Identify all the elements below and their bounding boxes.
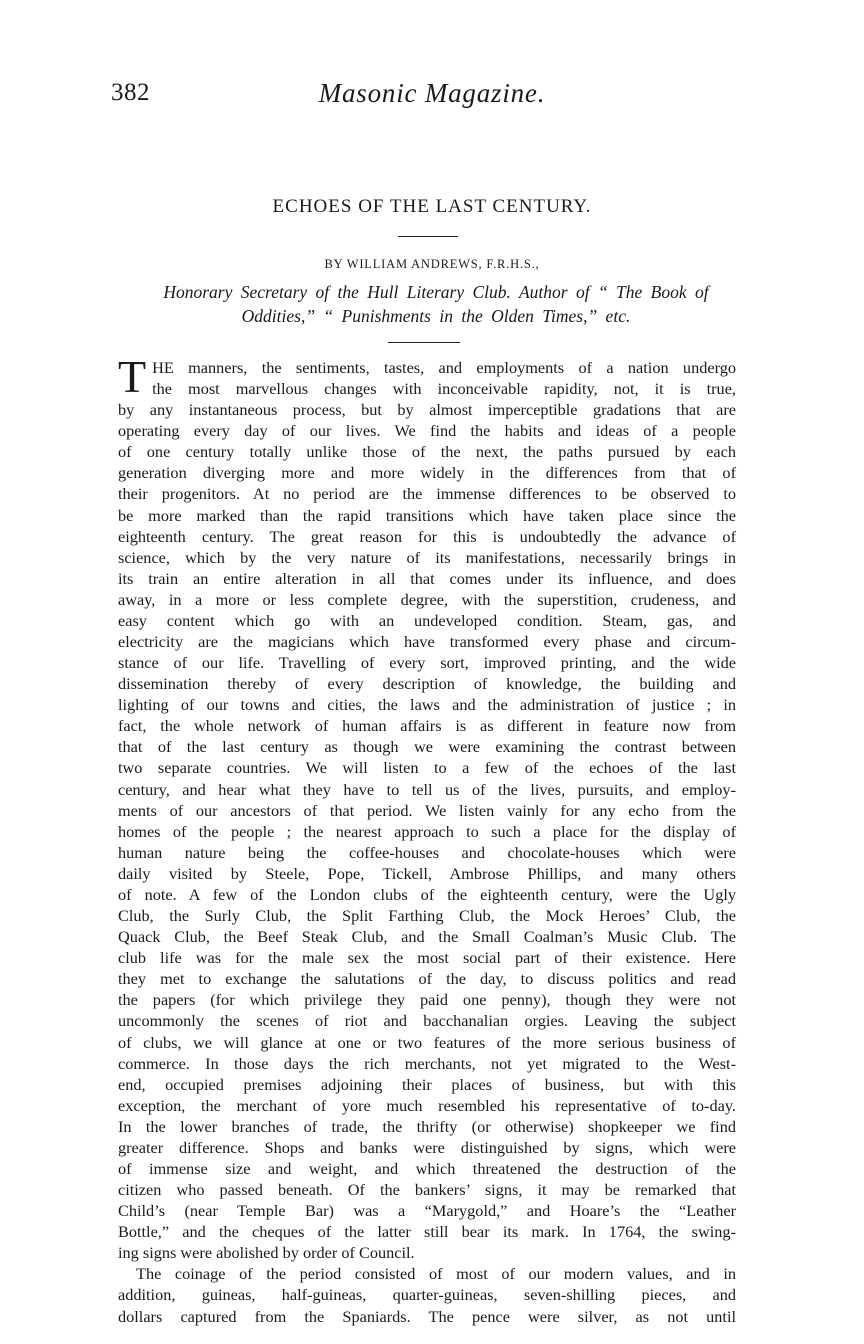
text-line: uncommonly the scenes of riot and bacchanalian orgies. Leaving the subject — [118, 1011, 736, 1031]
text-line: their progenitors. At no period are the immense differences to be observed to — [118, 484, 736, 504]
opening-paragraph-start — [118, 351, 736, 402]
text-line: ments of our ancestors of that period. We listen vainly for any echo from the — [118, 800, 736, 820]
text-line: dollars captured from the Spaniards. The pence were silver, as not until — [118, 1306, 736, 1326]
article-body — [118, 351, 736, 1327]
text-line: addition, guineas, half-guineas, quarter-guineas, seven-shilling pieces, and — [118, 1285, 736, 1305]
text-line: of clubs, we will glance at one or two features of the more serious business of — [118, 1032, 736, 1052]
running-head: Masonic Magazine. — [318, 78, 546, 108]
text-line: the most marvellous changes with inconceivable rapidity, not, it is true, — [152, 379, 736, 399]
text-line: greater difference. Shops and banks were distinguished by signs, which were — [118, 1137, 736, 1157]
text-line: Child’s (near Temple Bar) was a “Marygold,” and Hoare’s the “Leather — [118, 1201, 736, 1221]
text-line: that of the last century as though we were examining the contrast between — [118, 737, 736, 757]
article-title: ECHOES OF THE LAST CENTURY. — [272, 196, 592, 217]
text-line: be more marked than the rapid transitions which have taken place since the — [118, 505, 736, 525]
text-line: daily visited by Steele, Pope, Tickell, Ambrose Phillips, and many others — [118, 863, 736, 883]
author-byline: BY WILLIAM ANDREWS, F.R.H.S., — [324, 257, 540, 271]
drop-cap: T — [118, 351, 147, 402]
text-line: by any instantaneous process, but by almost imperceptible gradations that are — [118, 400, 736, 420]
text-line: the papers (for which privilege they paid one penny), though they were not — [118, 990, 736, 1010]
text-line: human nature being the coffee-houses and chocolate-houses which were — [118, 842, 736, 862]
text-line: science, which by the very nature of its manifestations, necessarily brings in — [118, 547, 736, 567]
text-line: Bottle,” and the cheques of the latter still bear its mark. In 1764, the swing- — [118, 1222, 736, 1242]
byline-divider — [388, 342, 460, 343]
text-line: eighteenth century. The great reason for this is undoubtedly the advance of — [118, 526, 736, 546]
text-line: two separate countries. We will listen to a few of the echoes of the last — [118, 758, 736, 778]
affiliation-line-2: Oddities,” “ Punishments in the Olden Times,” etc. — [241, 306, 631, 326]
text-line: lighting of our towns and cities, the laws and the administration of justice ; in — [118, 695, 736, 715]
text-line: HE manners, the sentiments, tastes, and employments of a nation undergo — [152, 358, 736, 377]
text-line: The coinage of the period consisted of most of our modern values, and in — [136, 1264, 736, 1284]
text-line: of one century totally unlike those of the next, the paths pursued by each — [118, 442, 736, 462]
text-line: fact, the whole network of human affairs is as different in feature now from — [118, 716, 736, 736]
text-line: homes of the people ; the nearest approach to such a place for the display of — [118, 821, 736, 841]
text-line: commerce. In those days the rich merchants, not yet migrated to the West- — [118, 1053, 736, 1073]
text-line: its train an entire alteration in all that comes under its influence, and does — [118, 568, 736, 588]
title-divider — [398, 236, 458, 237]
text-line: generation diverging more and more widely in the differences from that of — [118, 463, 736, 483]
text-line: exception, the merchant of yore much resembled his representative of to-day. — [118, 1095, 736, 1115]
text-line: they met to exchange the salutations of the day, to discuss politics and read — [118, 969, 736, 989]
text-line: of note. A few of the London clubs of the eighteenth century, were the Ugly — [118, 884, 736, 904]
text-line: Quack Club, the Beef Steak Club, and the Small Coalman’s Music Club. The — [118, 927, 736, 947]
text-line: away, in a more or less complete degree, with the superstition, crudeness, and — [118, 589, 736, 609]
text-line: end, occupied premises adjoining their places of business, but with this — [118, 1074, 736, 1094]
text-line: In the lower branches of trade, the thrifty (or otherwise) shopkeeper we find — [118, 1116, 736, 1136]
text-line: citizen who passed beneath. Of the bankers’ signs, it may be remarked that — [118, 1180, 736, 1200]
text-line: stance of our life. Travelling of every sort, improved printing, and the wide — [118, 653, 736, 673]
text-line: century, and hear what they have to tell us of the lives, pursuits, and employ- — [118, 779, 736, 799]
author-affiliation — [118, 280, 754, 328]
text-line: club life was for the male sex the most social part of their existence. Here — [118, 948, 736, 968]
text-line: electricity are the magicians which have transformed every phase and circum- — [118, 632, 736, 652]
affiliation-line-1: Honorary Secretary of the Hull Literary Club. Author of “ The Book of — [163, 282, 709, 302]
page-number: 382 — [111, 79, 150, 106]
text-line: ing signs were abolished by order of Council. — [118, 1243, 415, 1263]
text-line: of immense size and weight, and which threatened the destruction of the — [118, 1158, 736, 1178]
text-line: easy content which go with an undeveloped condition. Steam, gas, and — [118, 610, 736, 630]
text-line: Club, the Surly Club, the Split Farthing Club, the Mock Heroes’ Club, the — [118, 906, 736, 926]
text-line: dissemination thereby of every description of knowledge, the building and — [118, 674, 736, 694]
text-line: operating every day of our lives. We find the habits and ideas of a people — [118, 421, 736, 441]
